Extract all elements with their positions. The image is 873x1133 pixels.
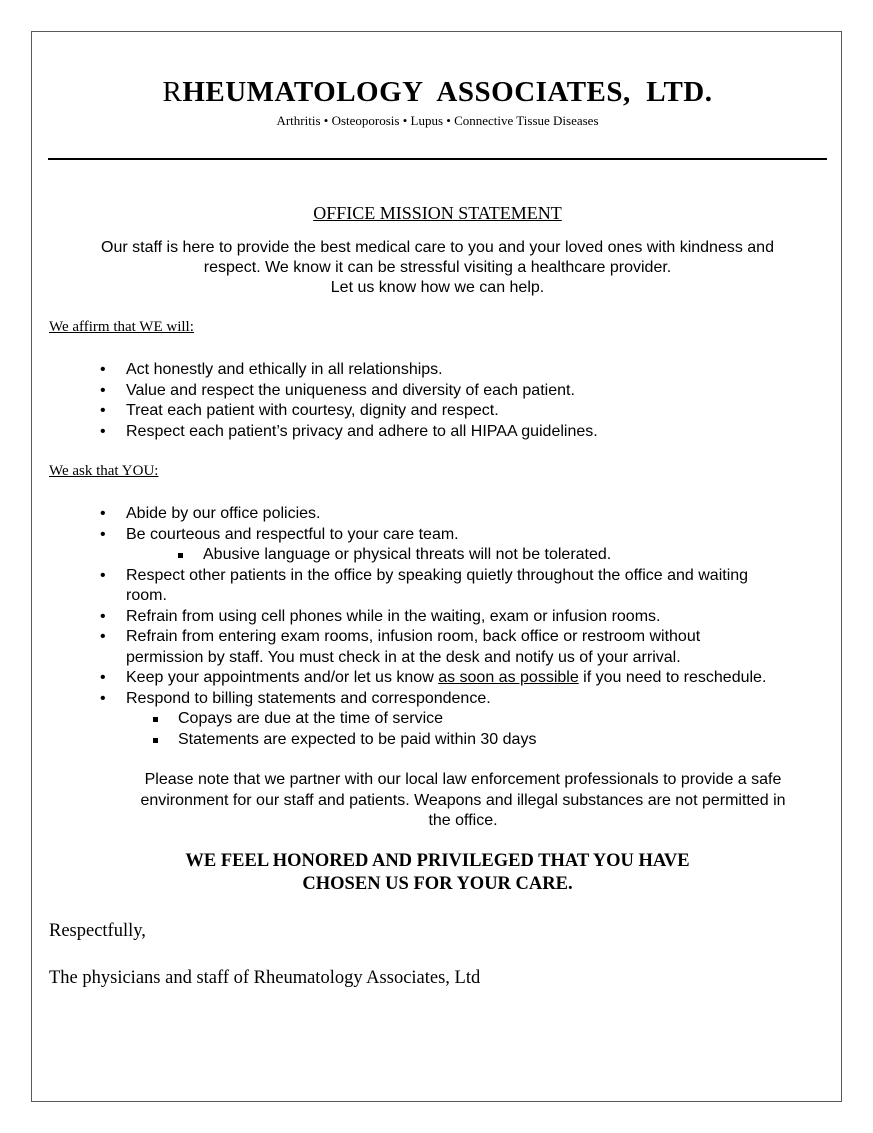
bullet-icon: • (100, 361, 106, 378)
affirm-heading: We affirm that WE will: (49, 319, 194, 335)
bullet-icon: • (100, 505, 106, 522)
list-item: • Keep your appointments and/or let us know as soon as possible if you need to reschedule. (32, 668, 843, 689)
affirm-list (32, 360, 843, 442)
square-bullet-icon (178, 553, 183, 558)
list-item: • Treat each patient with courtesy, dignity and respect. (32, 401, 843, 422)
bullet-icon: • (100, 607, 106, 625)
title-rest: HEUMATOLOGY ASSOCIATES, LTD. (182, 76, 713, 108)
sub-list-item: Abusive language or physical threats will not be tolerated. (32, 545, 843, 566)
document-page (31, 31, 842, 1102)
sub-list-item: Copays are due at the time of service (32, 709, 843, 730)
ask-list (32, 504, 843, 750)
mission-line: respect. We know it can be stressful visiting a healthcare provider. (203, 259, 672, 276)
title-initial: R (162, 76, 183, 108)
notice-line: environment for our staff and patients. Weapons and illegal substances are not permitted in (140, 791, 786, 809)
square-bullet-icon (153, 717, 158, 722)
ask-heading: We ask that YOU: (49, 463, 159, 479)
square-bullet-icon (153, 738, 158, 743)
mission-statement (52, 238, 823, 298)
signature: The physicians and staff of Rheumatology Associates, Ltd (49, 968, 481, 988)
list-item: • Respect each patient’s privacy and adhere to all HIPAA guidelines. (32, 422, 843, 443)
bullet-icon: • (100, 381, 106, 399)
sub-list-item: Statements are expected to be paid within 30 days (32, 730, 843, 751)
bullet-icon: • (100, 566, 106, 584)
bullet-icon: • (100, 628, 106, 645)
law-enforcement-notice (92, 770, 834, 832)
bullet-icon: • (100, 669, 106, 686)
list-item: • Respond to billing statements and correspondence. (32, 689, 843, 710)
bullet-icon: • (100, 525, 106, 543)
list-item: • Respect other patients in the office by speaking quietly throughout the office and waiting room. (100, 566, 749, 604)
list-item: • Abide by our office policies. (32, 504, 843, 525)
bullet-icon: • (100, 402, 106, 419)
list-item: • Act honestly and ethically in all relationships. (32, 360, 843, 381)
list-item: • Be courteous and respectful to your care team. (32, 525, 843, 546)
bullet-icon: • (100, 689, 106, 707)
mission-heading (32, 204, 843, 222)
mission-heading-text: OFFICE MISSION STATEMENT (313, 203, 562, 223)
list-item: • Value and respect the uniqueness and diversity of each patient. (32, 381, 843, 402)
salutation: Respectfully, (49, 921, 146, 941)
list-item: • Refrain from entering exam rooms, infusion room, back office or restroom without permission by staff. You must check in at the desk and notify us of your arrival. (100, 628, 701, 666)
header-divider (48, 158, 827, 160)
mission-line: Let us know how we can help. (330, 279, 545, 296)
mission-line: Our staff is here to provide the best medical care to you and your loved ones with kindness and (101, 239, 774, 256)
notice-line: the office. (428, 812, 498, 829)
practice-specialties: Arthritis • Osteoporosis • Lupus • Connective Tissue Diseases (276, 113, 599, 128)
practice-title (32, 78, 843, 107)
emphasis-underlined: as soon as possible (438, 669, 579, 686)
honored-statement: WE FEEL HONORED AND PRIVILEGED THAT YOU HAVE CHOSEN US FOR YOUR CARE. (185, 851, 690, 894)
notice-line: Please note that we partner with our local law enforcement professionals to provide a safe (144, 771, 782, 788)
bullet-icon: • (100, 422, 106, 440)
list-item: • Refrain from using cell phones while in the waiting, exam or infusion rooms. (32, 607, 843, 628)
